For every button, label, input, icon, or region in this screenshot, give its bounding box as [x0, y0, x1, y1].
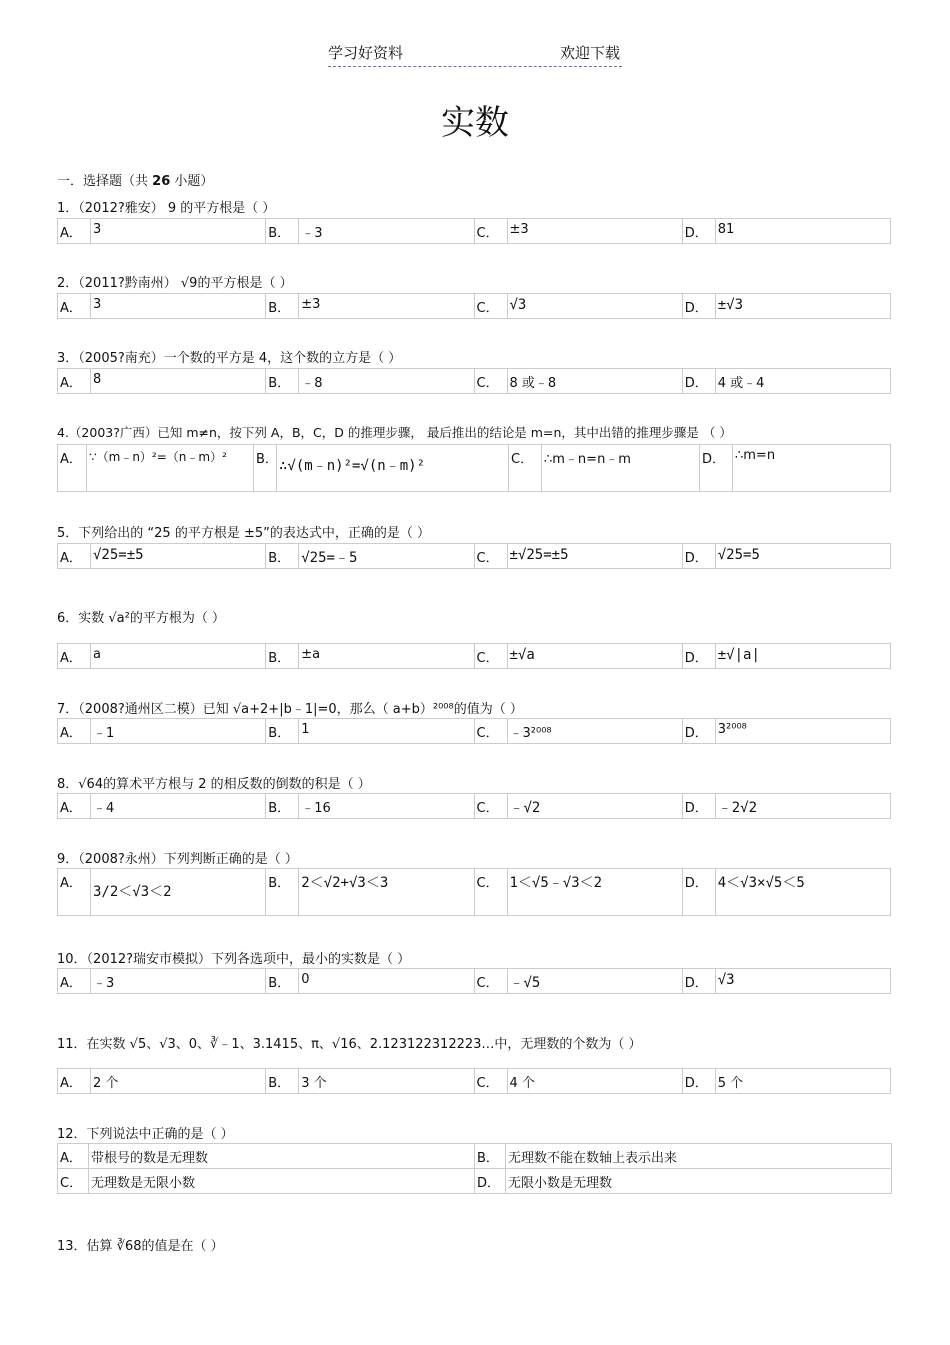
option-value: ﹣√5 [509, 975, 541, 991]
option-value: 3/2＜√3＜2 [93, 884, 172, 900]
option-value: 0 [301, 972, 310, 987]
option-key: C． [475, 219, 508, 243]
option-key: C． [475, 869, 508, 915]
option-value: ±√3 [717, 297, 744, 313]
option-value: ﹣4 [93, 801, 115, 816]
option-key: D． [683, 719, 716, 743]
option-key: A． [58, 644, 91, 668]
option-value: ±√a [509, 647, 535, 663]
option-key: D． [475, 1169, 506, 1193]
option-key: D． [683, 869, 716, 915]
option-key: B． [266, 719, 299, 743]
option-value: ±√|a| [717, 647, 760, 663]
options-row [57, 218, 891, 244]
option-key: C． [509, 445, 542, 491]
option-value: 无限小数是无理数 [508, 1176, 613, 1191]
option-key: A． [58, 369, 91, 393]
option-value: 8 或﹣8 [509, 376, 557, 391]
options-row [57, 368, 891, 394]
option-key: A． [58, 544, 91, 568]
options-row [57, 543, 891, 569]
option-key: A． [58, 794, 91, 818]
page-title: 实数 [441, 103, 509, 143]
option-key: D． [683, 219, 716, 243]
option-key: B． [266, 869, 299, 915]
question-stem: 12．下列说法中正确的是（ ） [57, 1127, 234, 1142]
option-value: ﹣2√2 [717, 800, 758, 816]
question-stem: 7．（2008?通州区二模）已知 √a+2+|b﹣1|=0，那么（ a+b）²⁰⁰⁸的值为（ ） [57, 702, 523, 717]
option-value: ∵（m﹣n）²=（n﹣m）² [89, 450, 227, 464]
option-value: 2＜√2+√3＜3 [301, 875, 389, 891]
option-value: a [93, 647, 101, 662]
option-key: A． [58, 719, 91, 743]
options-row [57, 643, 891, 669]
option-key: B． [266, 1069, 299, 1093]
options-row [57, 1068, 891, 1094]
option-key: D． [700, 445, 733, 491]
option-value: 1 [301, 722, 310, 737]
option-key: B． [266, 794, 299, 818]
option-value: ﹣√2 [509, 800, 541, 816]
option-key: D． [683, 294, 716, 318]
option-key: B． [266, 369, 299, 393]
option-value: √25=±5 [93, 547, 144, 563]
option-key: D． [683, 369, 716, 393]
option-key: C． [475, 794, 508, 818]
options-row [57, 718, 891, 744]
option-value: 3 [93, 297, 102, 312]
option-value: 3 个 [301, 1076, 327, 1091]
option-key: B． [266, 544, 299, 568]
option-value: ﹣3 [93, 976, 115, 991]
option-value: 4＜√3×√5＜5 [717, 875, 805, 891]
option-value: ∴m=n [735, 448, 776, 463]
option-value: 5 个 [717, 1076, 744, 1091]
question-stem: 13．估算 ∛68的值是在（ ） [57, 1239, 224, 1254]
question-stem: 2．（2011?黔南州） √9的平方根是（ ） [57, 276, 293, 291]
options-row [57, 444, 891, 492]
option-value: 4 个 [509, 1076, 535, 1091]
option-key: A． [58, 219, 91, 243]
option-key: D． [683, 969, 716, 993]
question-stem: 11．在实数 √5、√3、0、∛﹣1、3.1415、π、√16、2.123122312223…中，无理数的个数为（ ） [57, 1037, 642, 1052]
header-right: 欢迎下载 [559, 44, 620, 62]
option-key: C． [475, 544, 508, 568]
option-key: B． [266, 219, 299, 243]
option-key: A． [58, 1069, 91, 1093]
option-value: ﹣8 [301, 376, 323, 391]
option-value: ﹣1 [93, 726, 115, 741]
option-key: D． [683, 1069, 716, 1093]
options-row [57, 793, 891, 819]
option-key: C． [475, 719, 508, 743]
option-key: B． [475, 1144, 506, 1168]
option-value: ﹣3²⁰⁰⁸ [509, 726, 552, 741]
options-grid [57, 1143, 892, 1194]
option-value: ±3 [301, 297, 321, 312]
page-header [328, 40, 622, 67]
options-row [57, 293, 891, 319]
option-key: A． [58, 1144, 89, 1168]
header-left: 学习好资料 [328, 44, 404, 62]
option-key: A． [58, 969, 91, 993]
option-value: 4 或﹣4 [717, 376, 765, 391]
option-key: D． [683, 544, 716, 568]
option-key: D． [683, 644, 716, 668]
option-value: 2 个 [93, 1076, 119, 1091]
option-value: 8 [93, 372, 102, 387]
question-stem: 3．（2005?南充）一个数的平方是 4，这个数的立方是（ ） [57, 351, 402, 366]
option-value: √25=5 [717, 547, 760, 563]
option-value: ±3 [509, 222, 529, 237]
option-value: 3²⁰⁰⁸ [717, 722, 747, 737]
option-key: A． [58, 294, 91, 318]
options-row [57, 868, 891, 916]
option-value: ∴√(m﹣n)²=√(n﹣m)² [279, 458, 426, 474]
question-stem: 4.（2003?广西）已知 m≠n，按下列 A，B，C，D 的推理步骤， 最后推出的结论是 m=n，其中出错的推理步骤是 （ ） [57, 425, 732, 440]
option-value: 3 [93, 222, 102, 237]
option-key: D． [683, 794, 716, 818]
option-key: C． [475, 369, 508, 393]
option-value: 1＜√5﹣√3＜2 [509, 875, 603, 891]
option-value: 带根号的数是无理数 [91, 1151, 209, 1166]
option-key: C． [475, 294, 508, 318]
option-value: ﹣16 [301, 801, 331, 816]
option-value: 81 [717, 222, 735, 237]
question-stem: 9．（2008?永州）下列判断正确的是（ ） [57, 852, 298, 867]
option-key: C． [58, 1169, 89, 1193]
question-stem: 8．√64的算术平方根与 2 的相反数的倒数的积是（ ） [57, 777, 371, 792]
option-key: B． [266, 644, 299, 668]
option-key: C． [475, 1069, 508, 1093]
option-key: B． [266, 294, 299, 318]
options-row [57, 968, 891, 994]
option-key: B． [266, 969, 299, 993]
option-value: ±a [301, 647, 321, 662]
option-key: A． [58, 869, 91, 915]
option-key: A． [58, 445, 87, 491]
option-value: ﹣3 [301, 226, 323, 241]
question-stem: 5．下列给出的 “25 的平方根是 ±5”的表达式中，正确的是（ ） [57, 526, 430, 541]
question-stem: 6．实数 √a²的平方根为（ ） [57, 611, 225, 626]
option-value: ∴m﹣n=n﹣m [544, 452, 631, 467]
question-stem: 10．（2012?瑞安市模拟）下列各选项中，最小的实数是（ ） [57, 952, 411, 967]
option-value: √3 [717, 972, 735, 988]
option-value: √3 [509, 297, 527, 313]
question-stem: 1．（2012?雅安） 9 的平方根是（ ） [57, 201, 276, 216]
option-value: 无理数是无限小数 [91, 1176, 196, 1191]
section-heading: 一．选择题（共 26 小题） [57, 174, 214, 189]
option-key: C． [475, 969, 508, 993]
option-key: B． [254, 445, 277, 491]
option-key: C． [475, 644, 508, 668]
option-value: √25=﹣5 [301, 550, 358, 566]
option-value: ±√25=±5 [509, 547, 569, 563]
option-value: 无理数不能在数轴上表示出来 [508, 1151, 678, 1166]
